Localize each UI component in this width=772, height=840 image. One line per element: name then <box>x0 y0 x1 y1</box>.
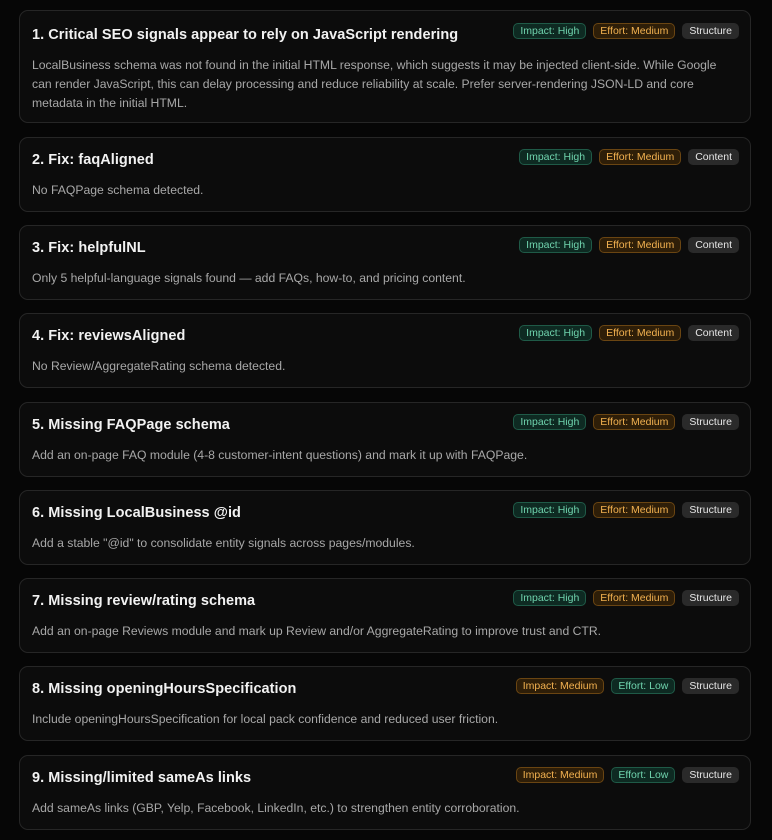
category-badge: Structure <box>682 767 739 783</box>
recommendation-description: No FAQPage schema detected. <box>32 183 204 197</box>
category-badge: Content <box>688 237 739 253</box>
badge-group <box>519 237 739 253</box>
recommendation-title: 3. Fix: helpfulNL <box>32 240 146 256</box>
badge-group <box>516 767 739 783</box>
badge-group <box>519 149 739 165</box>
recommendation-title: 4. Fix: reviewsAligned <box>32 328 186 344</box>
category-badge: Structure <box>682 502 739 518</box>
effort-badge: Effort: Medium <box>593 502 675 518</box>
recommendation-description: Include openingHoursSpecification for local pack confidence and reduced user friction. <box>32 712 499 726</box>
recommendation-card-5 <box>19 402 751 477</box>
category-badge: Structure <box>682 414 739 430</box>
impact-badge: Impact: High <box>519 325 592 341</box>
category-badge: Structure <box>682 678 739 694</box>
effort-badge: Effort: Low <box>611 767 675 783</box>
category-badge: Structure <box>682 590 739 606</box>
effort-badge: Effort: Medium <box>599 149 681 165</box>
impact-badge: Impact: High <box>513 414 586 430</box>
recommendation-title: 6. Missing LocalBusiness @id <box>32 505 241 521</box>
badge-group <box>513 23 739 39</box>
category-badge: Content <box>688 325 739 341</box>
recommendation-card-3 <box>19 225 751 300</box>
recommendation-title: 7. Missing review/rating schema <box>32 593 256 609</box>
recommendation-title: 8. Missing openingHoursSpecification <box>32 681 297 697</box>
impact-badge: Impact: High <box>513 502 586 518</box>
effort-badge: Effort: Medium <box>593 590 675 606</box>
badge-group <box>516 678 739 694</box>
effort-badge: Effort: Medium <box>599 237 681 253</box>
badge-group <box>513 414 739 430</box>
recommendation-card-4 <box>19 313 751 388</box>
recommendation-description: Add a stable "@id" to consolidate entity signals across pages/modules. <box>32 536 415 550</box>
impact-badge: Impact: High <box>513 23 586 39</box>
category-badge: Content <box>688 149 739 165</box>
recommendation-description: LocalBusiness schema was not found in the initial HTML response, which suggests it may be injected client-side. While Google can render JavaScript, this can delay processing and reduce reliability at scale. Prefer server-rendering JSON-LD and core metadata in the initial HTML. <box>32 58 717 110</box>
recommendation-description: Add sameAs links (GBP, Yelp, Facebook, LinkedIn, etc.) to strengthen entity corroboration. <box>32 801 520 815</box>
impact-badge: Impact: High <box>519 149 592 165</box>
recommendation-card-1 <box>19 10 751 123</box>
recommendation-description: Add an on-page Reviews module and mark up Review and/or AggregateRating to improve trust and CTR. <box>32 624 602 638</box>
recommendation-description: Add an on-page FAQ module (4-8 customer-intent questions) and mark it up with FAQPage. <box>32 448 528 462</box>
impact-badge: Impact: High <box>513 590 586 606</box>
recommendation-title: 2. Fix: faqAligned <box>32 152 154 168</box>
badge-group <box>519 325 739 341</box>
recommendation-card-2 <box>19 137 751 212</box>
effort-badge: Effort: Medium <box>599 325 681 341</box>
impact-badge: Impact: Medium <box>516 678 605 694</box>
effort-badge: Effort: Medium <box>593 414 675 430</box>
effort-badge: Effort: Medium <box>593 23 675 39</box>
impact-badge: Impact: High <box>519 237 592 253</box>
recommendation-title: 1. Critical SEO signals appear to rely on JavaScript rendering <box>32 27 459 43</box>
effort-badge: Effort: Low <box>611 678 675 694</box>
recommendation-description: No Review/AggregateRating schema detected. <box>32 359 286 373</box>
recommendation-title: 9. Missing/limited sameAs links <box>32 770 252 786</box>
recommendation-card-6 <box>19 490 751 565</box>
recommendation-title: 5. Missing FAQPage schema <box>32 417 230 433</box>
recommendation-description: Only 5 helpful-language signals found — add FAQs, how-to, and pricing content. <box>32 271 466 285</box>
impact-badge: Impact: Medium <box>516 767 605 783</box>
badge-group <box>513 502 739 518</box>
recommendation-card-7 <box>19 578 751 653</box>
recommendation-card-8 <box>19 666 751 741</box>
recommendation-card-9 <box>19 755 751 830</box>
category-badge: Structure <box>682 23 739 39</box>
badge-group <box>513 590 739 606</box>
